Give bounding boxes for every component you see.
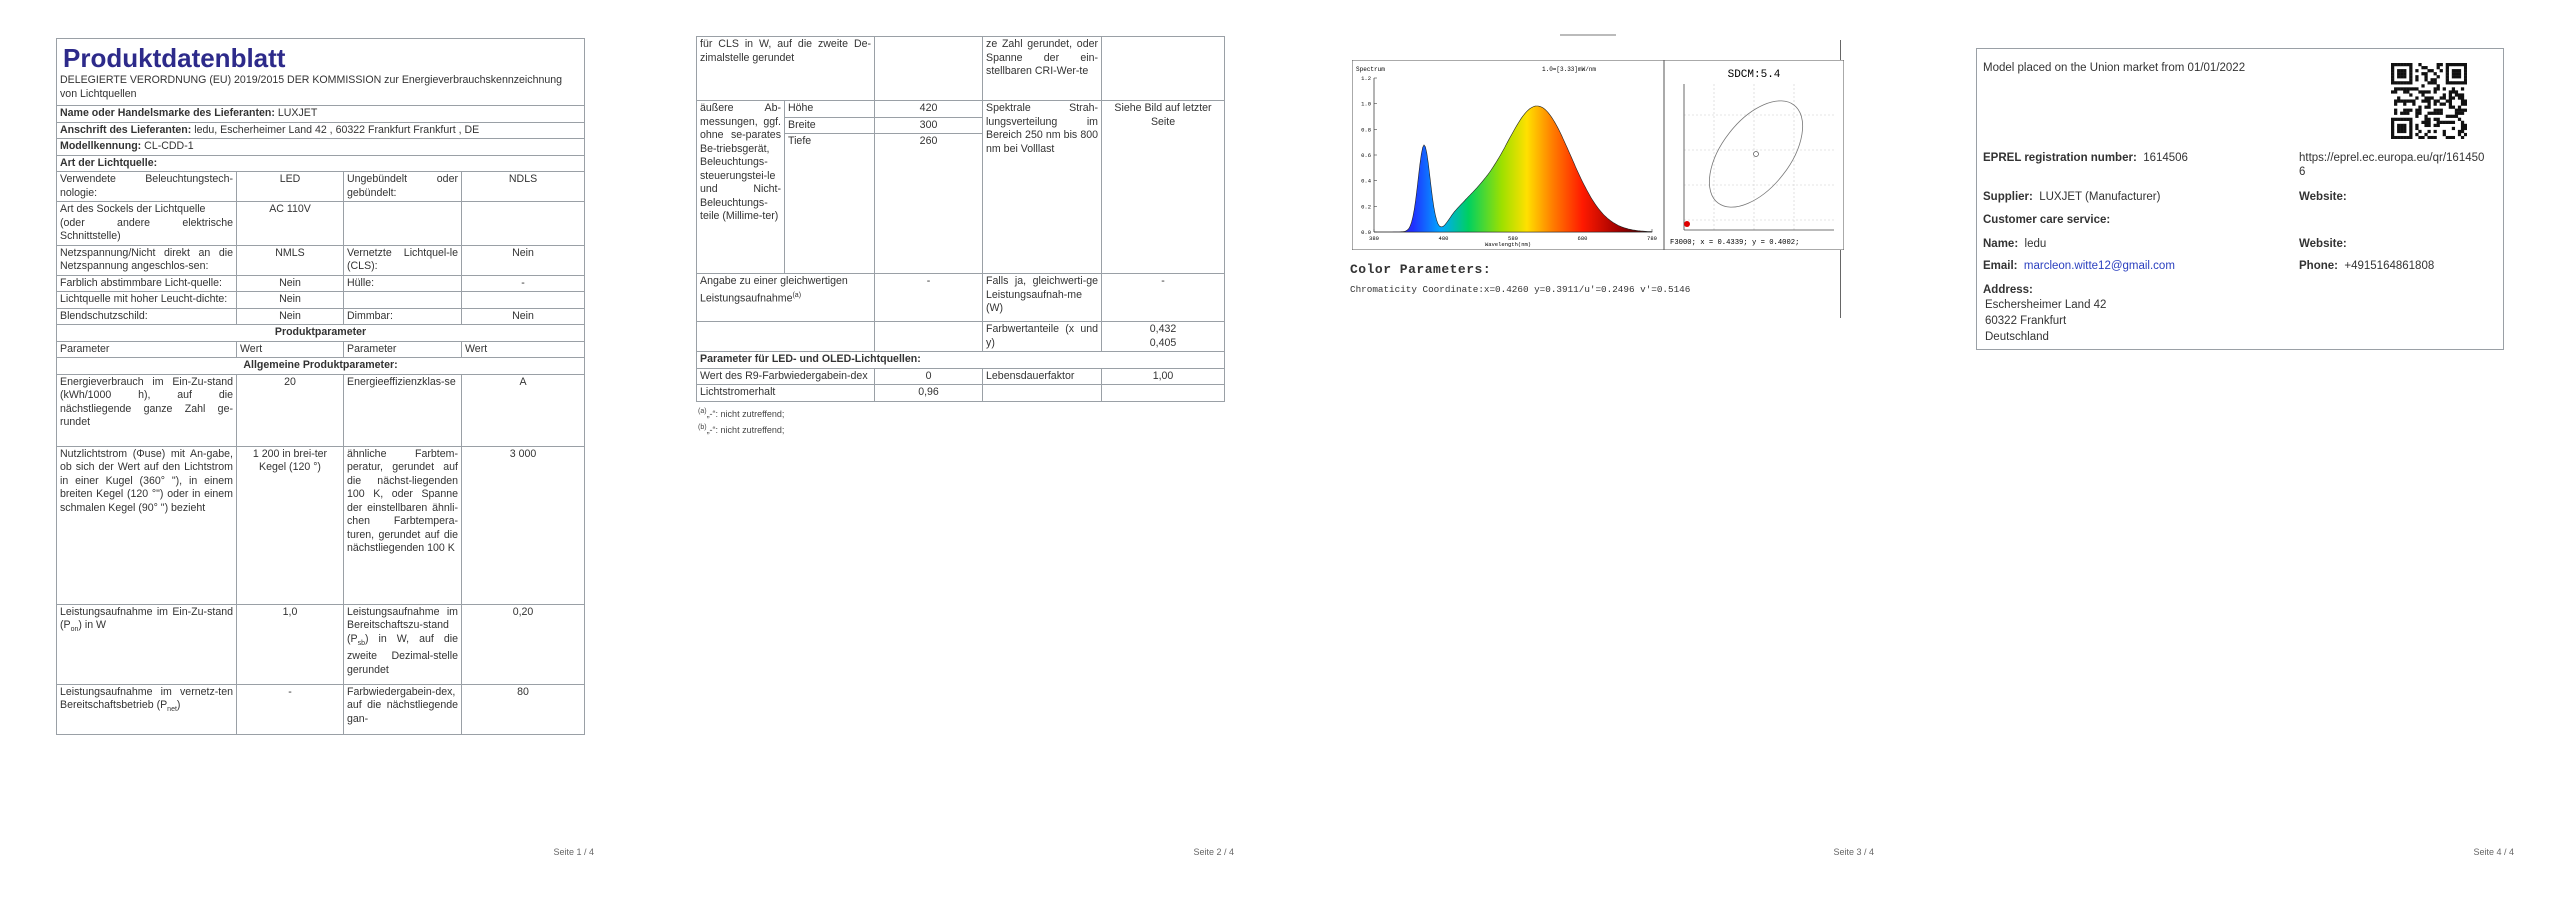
spectrum-title: Spectrum [1356, 66, 1385, 73]
cell: - [462, 275, 585, 292]
sdcm-center [1754, 152, 1759, 157]
cell: AC 110V [237, 202, 344, 246]
socket-label: Art des Sockels der Lichtquelle [60, 203, 206, 215]
y-tick-label: 0.0 [1361, 229, 1371, 236]
phone-value: +4915164861808 [2344, 260, 2435, 272]
dimensions-label: äußere Ab-messungen, ggf. ohne se-parates Be-triebsgerät, Beleuchtungs-steuerungstei-le und Nicht-Beleuchtungs-teile (Millime-ter) [697, 101, 785, 274]
supplier-address: ledu, Escherheimer Land 42 , 60322 Frankfurt Frankfurt , DE [194, 123, 480, 136]
sdcm-caption: F3000; x = 0.4339; y = 0.4002; [1670, 239, 1800, 247]
type-heading: Art der Lichtquelle: [57, 155, 585, 172]
cell: Energieverbrauch im Ein-Zu-stand (kWh/1000 h), auf die nächstliegende ganze Zahl ge-rundet [57, 374, 237, 446]
dimension-value: 300 [875, 117, 983, 134]
cell [57, 604, 237, 684]
cell: 3 000 [462, 446, 585, 604]
cell: NDLS [462, 172, 585, 202]
phone-label: Phone: [2299, 260, 2338, 272]
y-tick-label: 0.6 [1361, 152, 1371, 159]
email-link[interactable]: marcleon.witte12@gmail.com [2023, 260, 2175, 272]
column-header: Wert [462, 341, 585, 358]
subscript: net [167, 706, 177, 714]
column-header-row [57, 341, 585, 358]
y-tick-label: 1.2 [1361, 75, 1371, 82]
qr-code [2391, 63, 2467, 139]
cell: Farblich abstimmbare Licht-quelle: [57, 275, 237, 292]
table-row [57, 292, 585, 309]
cell [344, 202, 462, 246]
sdcm-chart [1664, 60, 1844, 250]
supplier-row [1983, 190, 2160, 204]
sdcm-measured-point [1684, 221, 1690, 227]
footnotes [698, 405, 1256, 437]
header-scrap [1560, 34, 1616, 36]
cell [983, 385, 1102, 402]
supplier-label: Supplier: [1983, 191, 2033, 203]
y-tick-label: 0.8 [1361, 126, 1371, 134]
text: ) in W [78, 619, 107, 631]
product-params-heading: Produktparameter [57, 325, 585, 342]
cell: Lichtquelle mit hoher Leucht-dichte: [57, 292, 237, 309]
spectrum-x-label: Wavelength(nm) [1484, 241, 1532, 248]
supplier-label: Name oder Handelsmarke des Lieferanten: [60, 107, 275, 119]
table-row [57, 202, 585, 246]
table-row [697, 274, 1225, 322]
name-label: Name: [1983, 238, 2019, 250]
table-row [57, 308, 585, 325]
table-row [57, 275, 585, 292]
subscript: sb [357, 639, 365, 647]
cell: 0,20 [462, 604, 585, 684]
cell: LED [237, 172, 344, 202]
address-line-3: Deutschland [1985, 331, 2049, 343]
spectrum-chart [1352, 60, 1664, 250]
cell [875, 322, 983, 352]
market-date: Model placed on the Union market from 01/01/2022 [1983, 62, 2246, 74]
cell: Ungebündelt oder gebündelt: [344, 172, 462, 202]
email-row [1983, 259, 2175, 273]
x-tick-label: 380 [1369, 235, 1379, 242]
cell [344, 604, 462, 684]
eprel-number: 1614506 [2143, 152, 2188, 164]
y-tick-label: 0.4 [1361, 177, 1371, 185]
footnote-ref: (a) [792, 291, 802, 299]
y-tick-label: 1.0 [1361, 100, 1371, 108]
cell [1102, 37, 1225, 101]
eprel-row [1983, 151, 2188, 165]
cell: Farbwiedergabein-dex, auf die nächstliegende gan- [344, 684, 462, 734]
page-number: Seite 4 / 4 [2473, 847, 2514, 857]
customer-care-label: Customer care service: [1983, 214, 2111, 226]
chromaticity-line: Chromaticity Coordinate:x=0.4260 y=0.3911/u'=0.2496 v'=0.5146 [1350, 284, 1691, 295]
text: Angabe zu einer gleichwertigen Leistungsaufnahme [700, 275, 848, 305]
cell [462, 202, 585, 246]
dimension-name: Höhe [785, 101, 875, 118]
table-row [697, 368, 1225, 385]
cell: für CLS in W, auf die zweite De-zimalstelle gerundet [697, 37, 875, 101]
cell [1102, 322, 1225, 352]
cell: Wert des R9-Farbwiedergabein-dex [697, 368, 875, 385]
address-line-1: Eschersheimer Land 42 [1985, 299, 2107, 311]
supplier-name: LUXJET [277, 107, 318, 119]
cell: NMLS [237, 245, 344, 275]
led-params-heading: Parameter für LED- und OLED-Lichtquellen: [697, 352, 1225, 369]
footnote [698, 421, 1256, 437]
cell [697, 274, 875, 322]
cell [57, 684, 237, 734]
cell: - [875, 274, 983, 322]
cell [697, 322, 875, 352]
cell [57, 202, 237, 246]
phone-row [2299, 259, 2434, 273]
cell: Nein [237, 308, 344, 325]
cell: Dimmbar: [344, 308, 462, 325]
cell: 1,00 [1102, 368, 1225, 385]
cell: Nutzlichtstrom (Φuse) mit An-gabe, ob sich der Wert auf den Lichtstrom in einer Kugel (360° "), in einem breiten Kegel (120 °") oder in einem schmalen Kegel (90° ") bezieht [57, 446, 237, 604]
cell: 1 200 in brei-ter Kegel (120 °) [237, 446, 344, 604]
cell [344, 292, 462, 309]
supplier-value: LUXJET (Manufacturer) [2039, 191, 2161, 203]
datasheet-table-continued [696, 36, 1225, 402]
text: ) [176, 699, 181, 711]
email-label: Email: [1983, 260, 2018, 272]
footnote-text: „-“: nicht zutreffend; [706, 424, 785, 435]
cell: 20 [237, 374, 344, 446]
text: Leistungsaufnahme im Bereitschaftszu-stand (P [347, 605, 458, 645]
page-number: Seite 2 / 4 [1193, 847, 1234, 857]
dimension-name: Tiefe [785, 134, 875, 274]
cell: Siehe Bild auf letzter Seite [1102, 101, 1225, 274]
cell: Vernetzte Lichtquel-le (CLS): [344, 245, 462, 275]
cell: 0,96 [875, 385, 983, 402]
table-row [57, 374, 585, 446]
text: Leistungsaufnahme im vernetz-ten Bereitschaftsbetrieb (P [60, 685, 233, 711]
datasheet-table [56, 38, 585, 735]
column-header: Parameter [344, 341, 462, 358]
cell [462, 292, 585, 309]
table-row [697, 37, 1225, 101]
text: ) in W, auf die zweite Dezimal-stelle gerundet [347, 632, 458, 676]
table-row [57, 684, 585, 734]
cell: ze Zahl gerundet, oder Spanne der ein-stellbaren CRI-Wer-te [983, 37, 1102, 101]
eprel-link[interactable]: https://eprel.ec.europa.eu/qr/1614506 [2299, 152, 2485, 178]
cell: - [1102, 274, 1225, 322]
address-label: Anschrift des Lieferanten: [60, 123, 192, 136]
dimension-name: Breite [785, 117, 875, 134]
cell: 1,0 [237, 604, 344, 684]
x-tick-label: 580 [1508, 235, 1518, 242]
socket-note: (oder andere elektrische Schnittstelle) [60, 216, 233, 242]
table-row [697, 322, 1225, 352]
page-4 [1976, 0, 2536, 905]
column-header: Parameter [57, 341, 237, 358]
table-row [697, 101, 1225, 118]
page-3 [1336, 0, 1896, 905]
page-number: Seite 1 / 4 [553, 847, 594, 857]
cell: Farbwertanteile (x und y) [983, 322, 1102, 352]
cell: Lichtstromerhalt [697, 385, 875, 402]
cell: 0 [875, 368, 983, 385]
table-row [57, 604, 585, 684]
dimension-value: 260 [875, 134, 983, 274]
cell: Nein [462, 245, 585, 275]
x-tick-label: 780 [1647, 235, 1657, 242]
x-tick-label: 480 [1438, 235, 1449, 242]
dimension-value: 420 [875, 101, 983, 118]
cell [875, 37, 983, 101]
eprel-label: EPREL registration number: [1983, 152, 2137, 164]
eprel-info-box [1976, 48, 2504, 350]
address-line-2: 60322 Frankfurt [1985, 315, 2067, 327]
chroma-x: 0,432 [1149, 323, 1177, 335]
cell: Falls ja, gleichwerti-ge Leistungsaufnah-me (W) [983, 274, 1102, 322]
cell: Verwendete Beleuchtungstech-nologie: [57, 172, 237, 202]
model-id: CL-CDD-1 [144, 140, 194, 152]
footnote [698, 405, 1256, 421]
cell: ähnliche Farbtem-peratur, gerundet auf die nächst-liegenden 100 K, oder Spanne der einstellbaren ähnli-chen Farbtempera-turen, gerundet auf die nächstliegenden 100 K [344, 446, 462, 604]
cell: Hülle: [344, 275, 462, 292]
page-title: Produktdatenblatt [63, 43, 286, 73]
table-row [57, 172, 585, 202]
cell: A [462, 374, 585, 446]
footnote-mark: (a) [698, 407, 707, 415]
regulation-text: DELEGIERTE VERORDNUNG (EU) 2019/2015 DER KOMMISSION zur Energieverbrauchskennzeichnung von Lichtquellen [60, 74, 563, 100]
chroma-y: 0,405 [1149, 336, 1177, 349]
table-row [697, 385, 1225, 402]
cell: Energieeffizienzklas-se [344, 374, 462, 446]
cell: Nein [462, 308, 585, 325]
cell: Nein [237, 275, 344, 292]
y-tick-label: 0.2 [1361, 203, 1371, 211]
model-label: Modellkennung: [60, 140, 142, 152]
footnote-mark: (b) [698, 423, 707, 431]
cell: Lebensdauerfaktor [983, 368, 1102, 385]
address-label: Address: [1983, 284, 2033, 296]
cell: Blendschutzschild: [57, 308, 237, 325]
footnote-text: „-“: nicht zutreffend; [706, 408, 785, 419]
cell: Nein [237, 292, 344, 309]
page-2 [696, 0, 1256, 905]
table-row [57, 245, 585, 275]
sdcm-title: SDCM:5.4 [1727, 69, 1781, 81]
website-label-2: Website: [2299, 238, 2347, 250]
spectrum-note: 1.0=[3.33]mW/nm [1542, 66, 1597, 73]
website-label: Website: [2299, 191, 2347, 203]
cell: - [237, 684, 344, 734]
name-row [1983, 237, 2046, 251]
cell [1102, 385, 1225, 402]
cell: Spektrale Strah-lungsverteilung im Bereich 250 nm bis 800 nm bei Volllast [983, 101, 1102, 274]
cell: 80 [462, 684, 585, 734]
text: Leistungsaufnahme im Ein-Zu-stand (P [60, 605, 233, 631]
page-1 [56, 0, 616, 905]
subscript: on [70, 626, 79, 634]
column-header: Wert [237, 341, 344, 358]
page-number: Seite 3 / 4 [1833, 847, 1874, 857]
name-value: ledu [2024, 238, 2047, 250]
general-params-heading: Allgemeine Produktparameter: [57, 358, 585, 375]
color-params-heading: Color Parameters: [1350, 262, 1492, 277]
cell: Netzspannung/Nicht direkt an die Netzspannung angeschlos-sen: [57, 245, 237, 275]
x-tick-label: 680 [1577, 235, 1588, 242]
table-row [57, 446, 585, 604]
